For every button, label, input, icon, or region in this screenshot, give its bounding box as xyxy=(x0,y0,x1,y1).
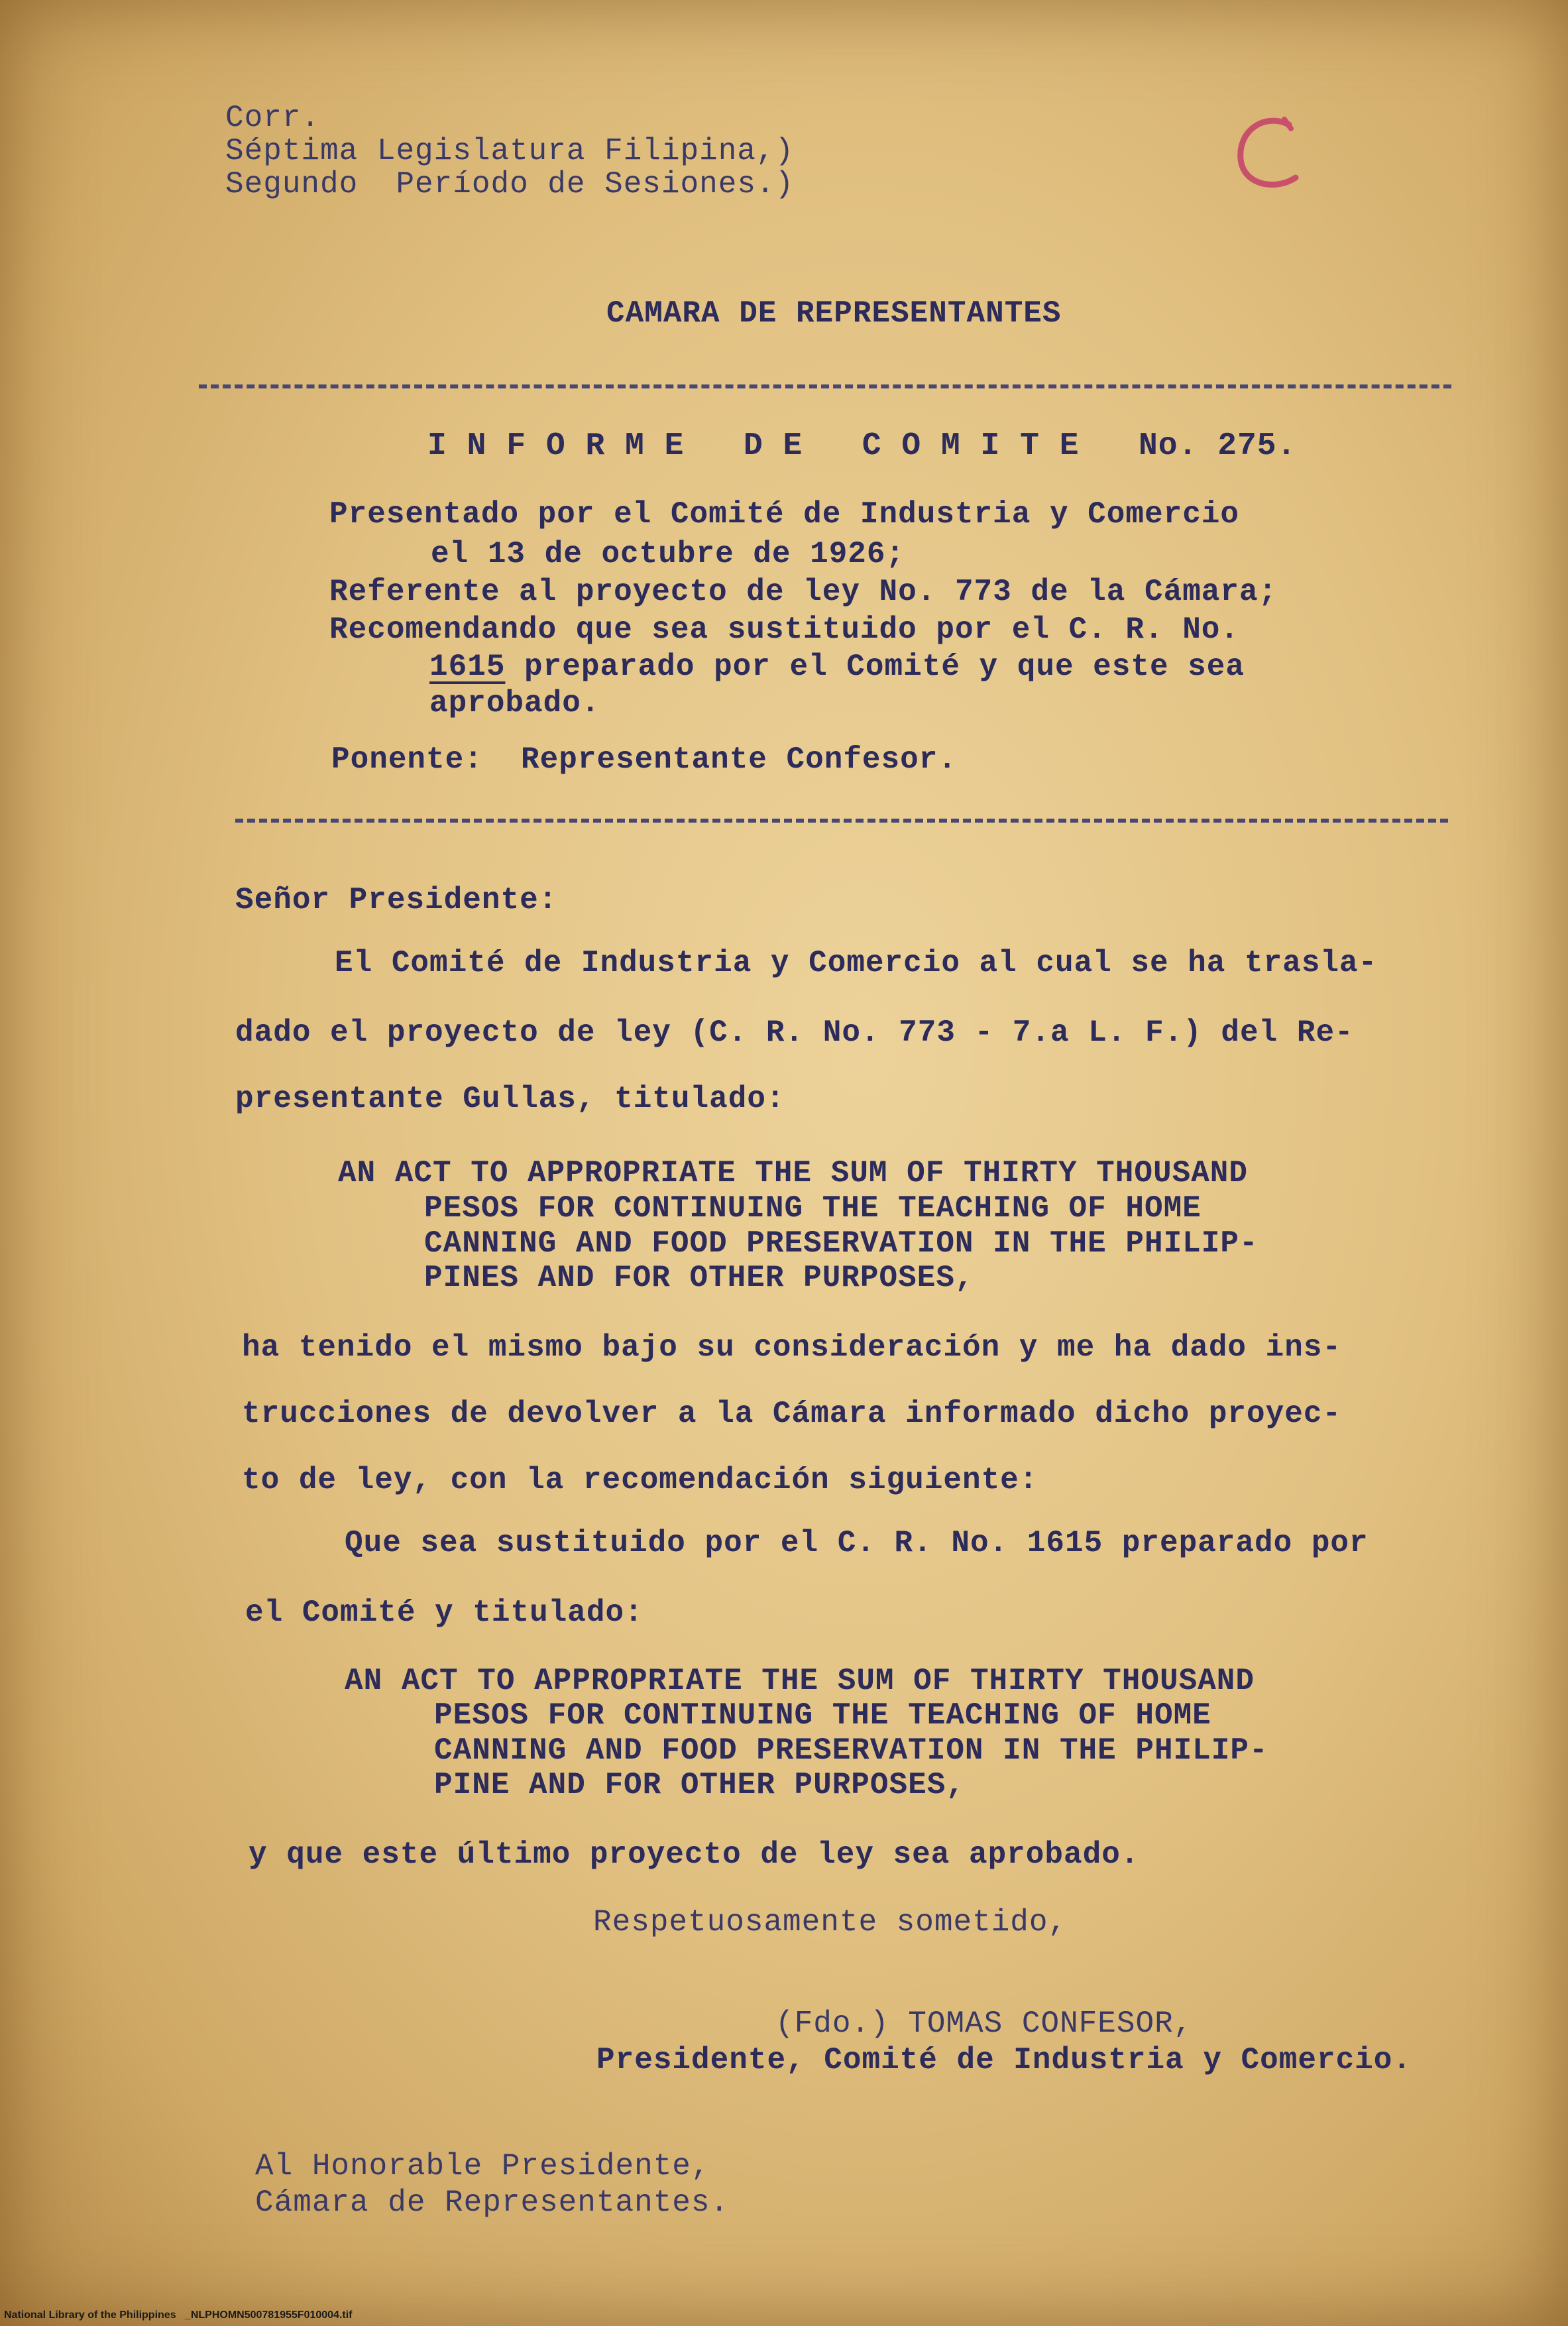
session-line: Segundo Período de Sesiones.) xyxy=(225,167,795,202)
addressee-line-1: Al Honorable Presidente, xyxy=(255,2149,710,2183)
quote-2-line-3: CANNING AND FOOD PRESERVATION IN THE PHILIP- xyxy=(434,1733,1268,1768)
paragraph-2-line-3: to de ley, con la recomendación siguiente: xyxy=(242,1463,1038,1497)
report-line-5-rest: preparado por el Comité y que este sea xyxy=(505,650,1245,684)
quote-1-line-4: PINES AND FOR OTHER PURPOSES, xyxy=(424,1261,974,1295)
paragraph-1-line-2: dado el proyecto de ley (C. R. No. 773 - 7.a L. F.) del Re- xyxy=(235,1016,1354,1050)
signature-title: Presidente, Comité de Industria y Comercio. xyxy=(596,2043,1412,2077)
ponente-line: Ponente: Representante Confesor. xyxy=(331,742,957,777)
legislature-line: Séptima Legislatura Filipina,) xyxy=(225,134,795,168)
corr-label: Corr. xyxy=(225,101,321,135)
quote-2-line-4: PINE AND FOR OTHER PURPOSES, xyxy=(434,1768,965,1802)
paragraph-2-line-1: ha tenido el mismo bajo su consideración y me ha dado ins- xyxy=(242,1330,1342,1365)
addressee-line-2: Cámara de Representantes. xyxy=(255,2185,730,2220)
report-line-4: Recomendando que sea sustituido por el C. R. No. xyxy=(329,612,1240,647)
report-line-3: Referente al proyecto de ley No. 773 de la Cámara; xyxy=(329,575,1278,609)
report-title: I N F O R M E D E C O M I T E No. 275. xyxy=(427,428,1297,464)
quote-1-line-2: PESOS FOR CONTINUING THE TEACHING OF HOME xyxy=(424,1191,1202,1226)
quote-2-line-1: AN ACT TO APPROPRIATE THE SUM OF THIRTY THOUSAND xyxy=(345,1664,1255,1698)
paragraph-1-line-3: presentante Gullas, titulado: xyxy=(235,1082,785,1116)
divider-top xyxy=(199,384,1451,388)
report-line-1: Presentado por el Comité de Industria y Comercio xyxy=(329,497,1240,532)
quote-2-line-2: PESOS FOR CONTINUING THE TEACHING OF HOME xyxy=(434,1698,1211,1733)
quote-1-line-1: AN ACT TO APPROPRIATE THE SUM OF THIRTY THOUSAND xyxy=(338,1156,1249,1191)
chamber-title: CAMARA DE REPRESENTANTES xyxy=(606,296,1062,331)
report-line-6: aprobado. xyxy=(429,686,600,721)
paragraph-1-line-1: El Comité de Industria y Comercio al cual se ha trasla- xyxy=(335,946,1378,980)
report-line-5 xyxy=(429,648,1245,685)
red-c-mark-icon xyxy=(1226,106,1312,199)
paragraph-4: y que este último proyecto de ley sea aprobado. xyxy=(249,1837,1140,1872)
archive-footer: National Library of the Philippines _NLPHOMN500781955F010004.tif xyxy=(4,2309,353,2321)
paragraph-2-line-2: trucciones de devolver a la Cámara informado dicho proyec- xyxy=(242,1397,1342,1431)
divider-bottom xyxy=(235,819,1448,823)
paragraph-3-line-1: Que sea sustituido por el C. R. No. 1615 preparado por xyxy=(345,1526,1369,1560)
signature-name: (Fdo.) TOMAS CONFESOR, xyxy=(775,2006,1193,2041)
paragraph-3-line-2: el Comité y titulado: xyxy=(245,1596,644,1630)
quote-1-line-3: CANNING AND FOOD PRESERVATION IN THE PHILIP- xyxy=(424,1226,1259,1261)
salutation: Señor Presidente: xyxy=(235,883,558,917)
bill-number-underlined: 1615 xyxy=(429,650,506,684)
report-line-2: el 13 de octubre de 1926; xyxy=(431,537,905,571)
closing: Respetuosamente sometido, xyxy=(593,1905,1068,1940)
